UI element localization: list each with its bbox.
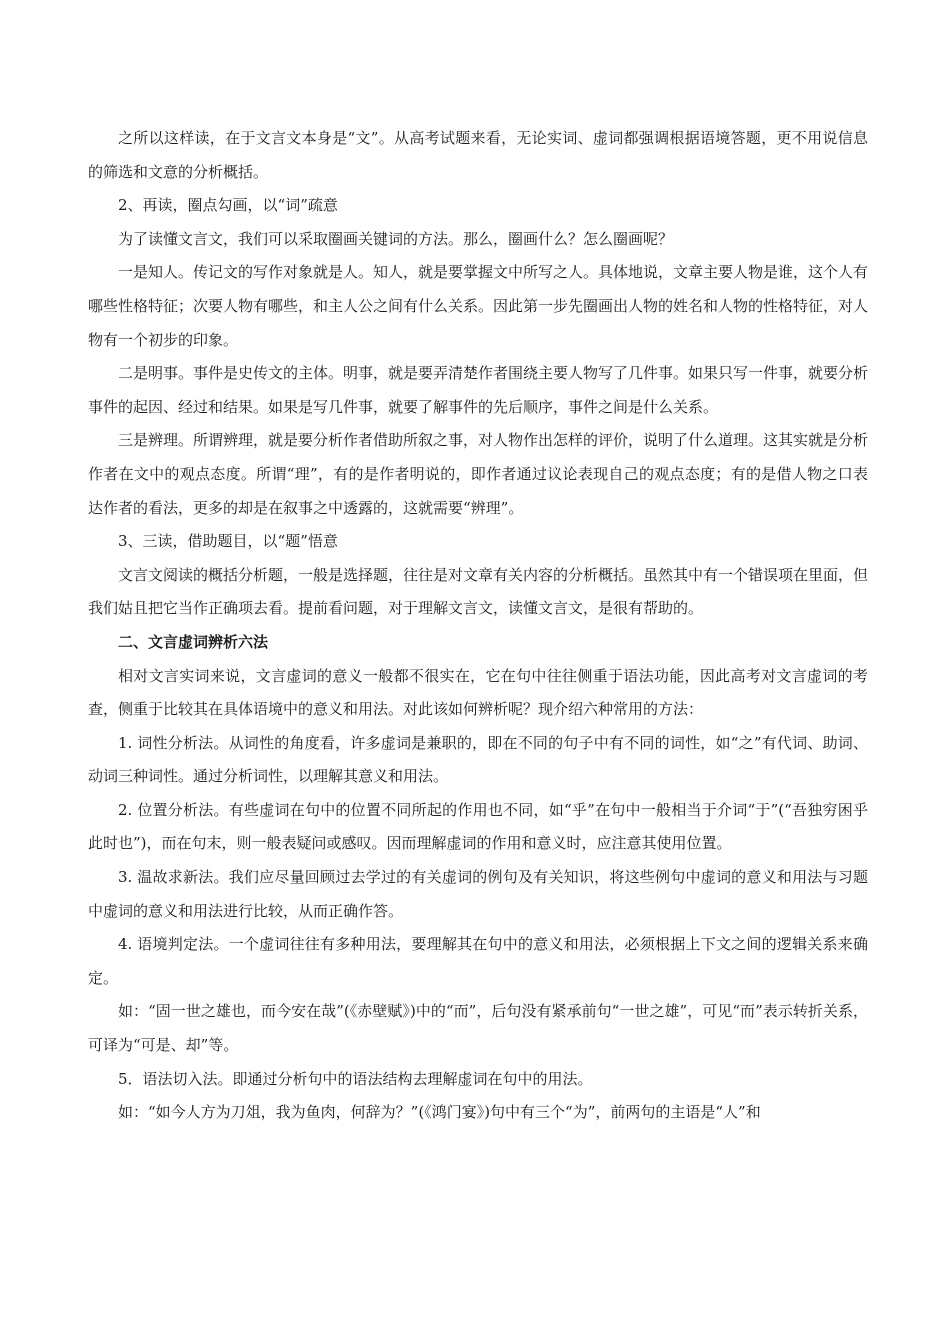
method-item: 5．语法切入法。即通过分析句中的语法结构去理解虚词在句中的用法。 [118,1069,593,1088]
method-item: 3. 温故求新法。我们应尽量回顾过去学过的有关虚词的例句及有关知识，将这些例句中虚词的意义和用法与习题中虚词的意义和用法进行比较，从而正确作答。 [88,868,868,920]
paragraph: 为了读懂文言文，我们可以采取圈画关键词的方法。那么，圈画什么？怎么圈画呢？ [118,229,674,248]
method-item: 4. 语境判定法。一个虚词往往有多种用法，要理解其在句中的意义和用法，必须根据上下文之间的逻辑关系来确定。 [88,935,868,987]
paragraph: 二是明事。事件是史传文的主体。明事，就是要弄清楚作者围绕主要人物写了几件事。如果只写一件事，就要分析事件的起因、经过和结果。如果是写几件事，就要了解事件的先后顺序，事件之间是什么关系。 [88,364,869,416]
subheading-reread: 2、再读，圈点勾画，以“词”疏意 [118,196,338,215]
section-heading: 二、文言虚词辨析六法 [118,632,269,651]
method-item: 2. 位置分析法。有些虚词在句中的位置不同所起的作用也不同，如“乎”在句中一般相当于介词“于”(“吾独穷困乎此时也”)，而在句末，则一般表疑问或感叹。因而理解虚词的作用和意义时，应注意其使用位置。 [88,800,868,853]
example-paragraph: 如：“如今人方为刀俎，我为鱼肉，何辞为？”(《鸿门宴》)句中有三个“为”，前两句的主语是“人”和 [118,1103,761,1122]
document-body [88,122,868,1130]
paragraph: 文言文阅读的概括分析题，一般是选择题，往往是对文章有关内容的分析概括。虽然其中有一个错误项在里面，但我们姑且把它当作正确项去看。提前看问题，对于理解文言文，读懂文言文，是很有帮助的。 [88,565,869,618]
example-paragraph: 如：“固一世之雄也，而今安在哉”(《赤壁赋》)中的“而”，后句没有紧承前句“一世之雄”，可见“而”表示转折关系，可译为“可是、却”等。 [88,1002,868,1055]
paragraph: 相对文言实词来说，文言虚词的意义一般都不很实在，它在句中往往侧重于语法功能，因此高考对文言虚词的考查，侧重于比较其在具体语境中的意义和用法。对此该如何辨析呢？现介绍六种常用的方法： [88,666,868,719]
method-item: 1. 词性分析法。从词性的角度看，许多虚词是兼职的，即在不同的句子中有不同的词性，如“之”有代词、助词、动词三种词性。通过分析词性，以理解其意义和用法。 [88,733,868,786]
subheading-third-read: 3、三读，借助题目，以“题”悟意 [118,532,338,551]
paragraph: 一是知人。传记文的写作对象就是人。知人，就是要掌握文中所写之人。具体地说，文章主要人物是谁，这个人有哪些性格特征；次要人物有哪些，和主人公之间有什么关系。因此第一步先圈画出人物的姓名和人物的性格特征，对人物有一个初步的印象。 [88,263,869,349]
paragraph: 三是辨理。所谓辨理，就是要分析作者借助所叙之事，对人物作出怎样的评价，说明了什么道理。这其实就是分析作者在文中的观点态度。所谓“理”，有的是作者明说的，即作者通过议论表现自己的观点态度；有的是借人物之口表达作者的看法，更多的却是在叙事之中透露的，这就需要“辨理”。 [88,431,869,517]
paragraph: 之所以这样读，在于文言文本身是“文”。从高考试题来看，无论实词、虚词都强调根据语境答题，更不用说信息的筛选和文意的分析概括。 [88,129,868,181]
